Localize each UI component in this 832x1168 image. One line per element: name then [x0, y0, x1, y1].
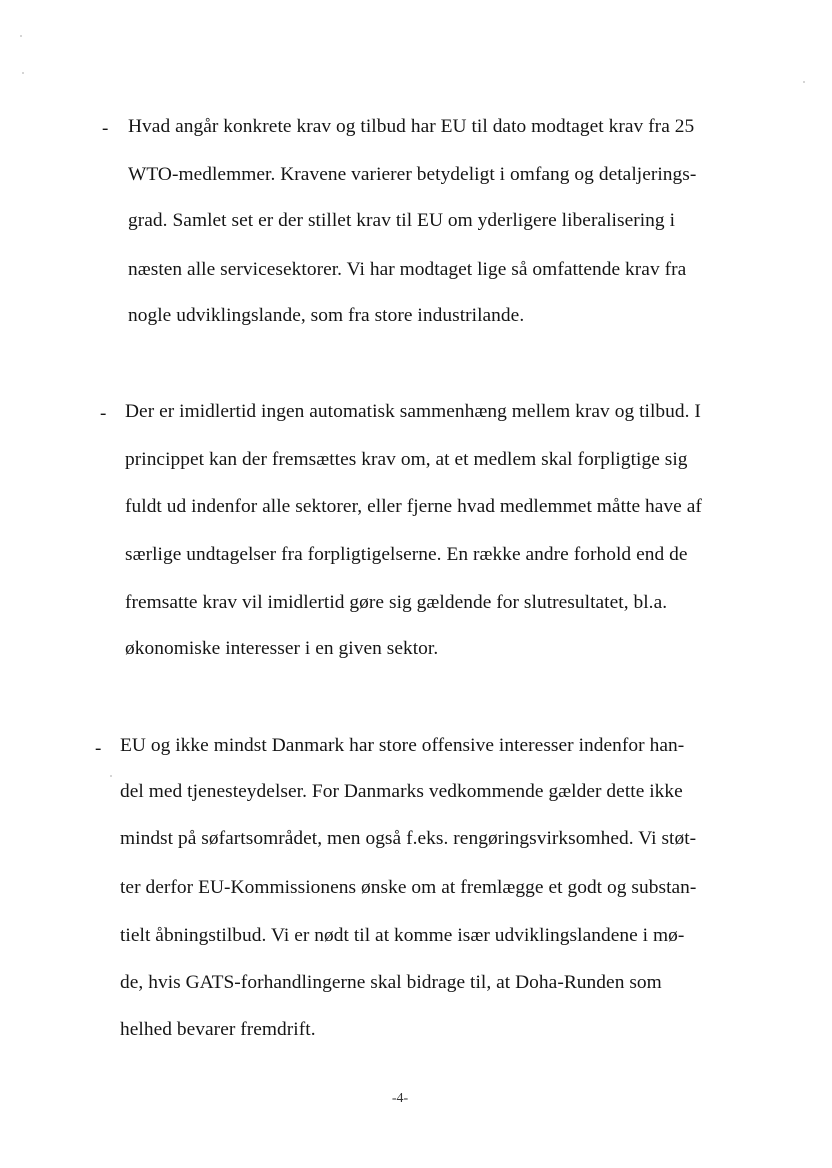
- paragraph-line: princippet kan der fremsættes krav om, at et medlem skal forpligtige sig: [125, 449, 688, 470]
- scan-speck: [110, 775, 112, 777]
- paragraph-line: mindst på søfartsområdet, men også f.eks. rengøringsvirksomhed. Vi støt-: [120, 828, 697, 849]
- bullet-dash: -: [102, 118, 109, 139]
- bullet-dash: -: [95, 738, 102, 759]
- paragraph-line: del med tjenesteydelser. For Danmarks vedkommende gælder dette ikke: [120, 781, 683, 802]
- paragraph-line: fremsatte krav vil imidlertid gøre sig gældende for slutresultatet, bl.a.: [125, 592, 668, 613]
- paragraph-line: nogle udviklingslande, som fra store industrilande.: [128, 305, 525, 326]
- scan-speck: [22, 72, 24, 74]
- paragraph-line: Hvad angår konkrete krav og tilbud har EU til dato modtaget krav fra 25: [128, 116, 695, 137]
- page-number: -4-: [391, 1091, 409, 1106]
- paragraph-line: fuldt ud indenfor alle sektorer, eller fjerne hvad medlemmet måtte have af: [125, 496, 702, 517]
- paragraph-line: særlige undtagelser fra forpligtigelserne. En række andre forhold end de: [125, 544, 688, 565]
- paragraph-line: helhed bevarer fremdrift.: [120, 1019, 316, 1040]
- paragraph-line: grad. Samlet set er der stillet krav til EU om yderligere liberalisering i: [128, 210, 676, 231]
- paragraph-line: de, hvis GATS-forhandlingerne skal bidrage til, at Doha-Runden som: [120, 972, 662, 993]
- paragraph-line: WTO-medlemmer. Kravene varierer betydeligt i omfang og detaljerings-: [128, 164, 697, 185]
- bullet-dash: -: [100, 403, 107, 424]
- paragraph-line: tielt åbningstilbud. Vi er nødt til at komme især udviklingslandene i mø-: [120, 925, 685, 946]
- paragraph-line: økonomiske interesser i en given sektor.: [125, 638, 439, 659]
- scan-speck: [20, 35, 22, 37]
- scan-speck: [803, 81, 805, 83]
- paragraph-line: næsten alle servicesektorer. Vi har modtaget lige så omfattende krav fra: [128, 259, 687, 280]
- paragraph-line: ter derfor EU-Kommissionens ønske om at fremlægge et godt og substan-: [120, 877, 697, 898]
- paragraph-line: Der er imidlertid ingen automatisk sammenhæng mellem krav og tilbud. I: [125, 401, 701, 422]
- paragraph-line: EU og ikke mindst Danmark har store offensive interesser indenfor han-: [120, 735, 685, 756]
